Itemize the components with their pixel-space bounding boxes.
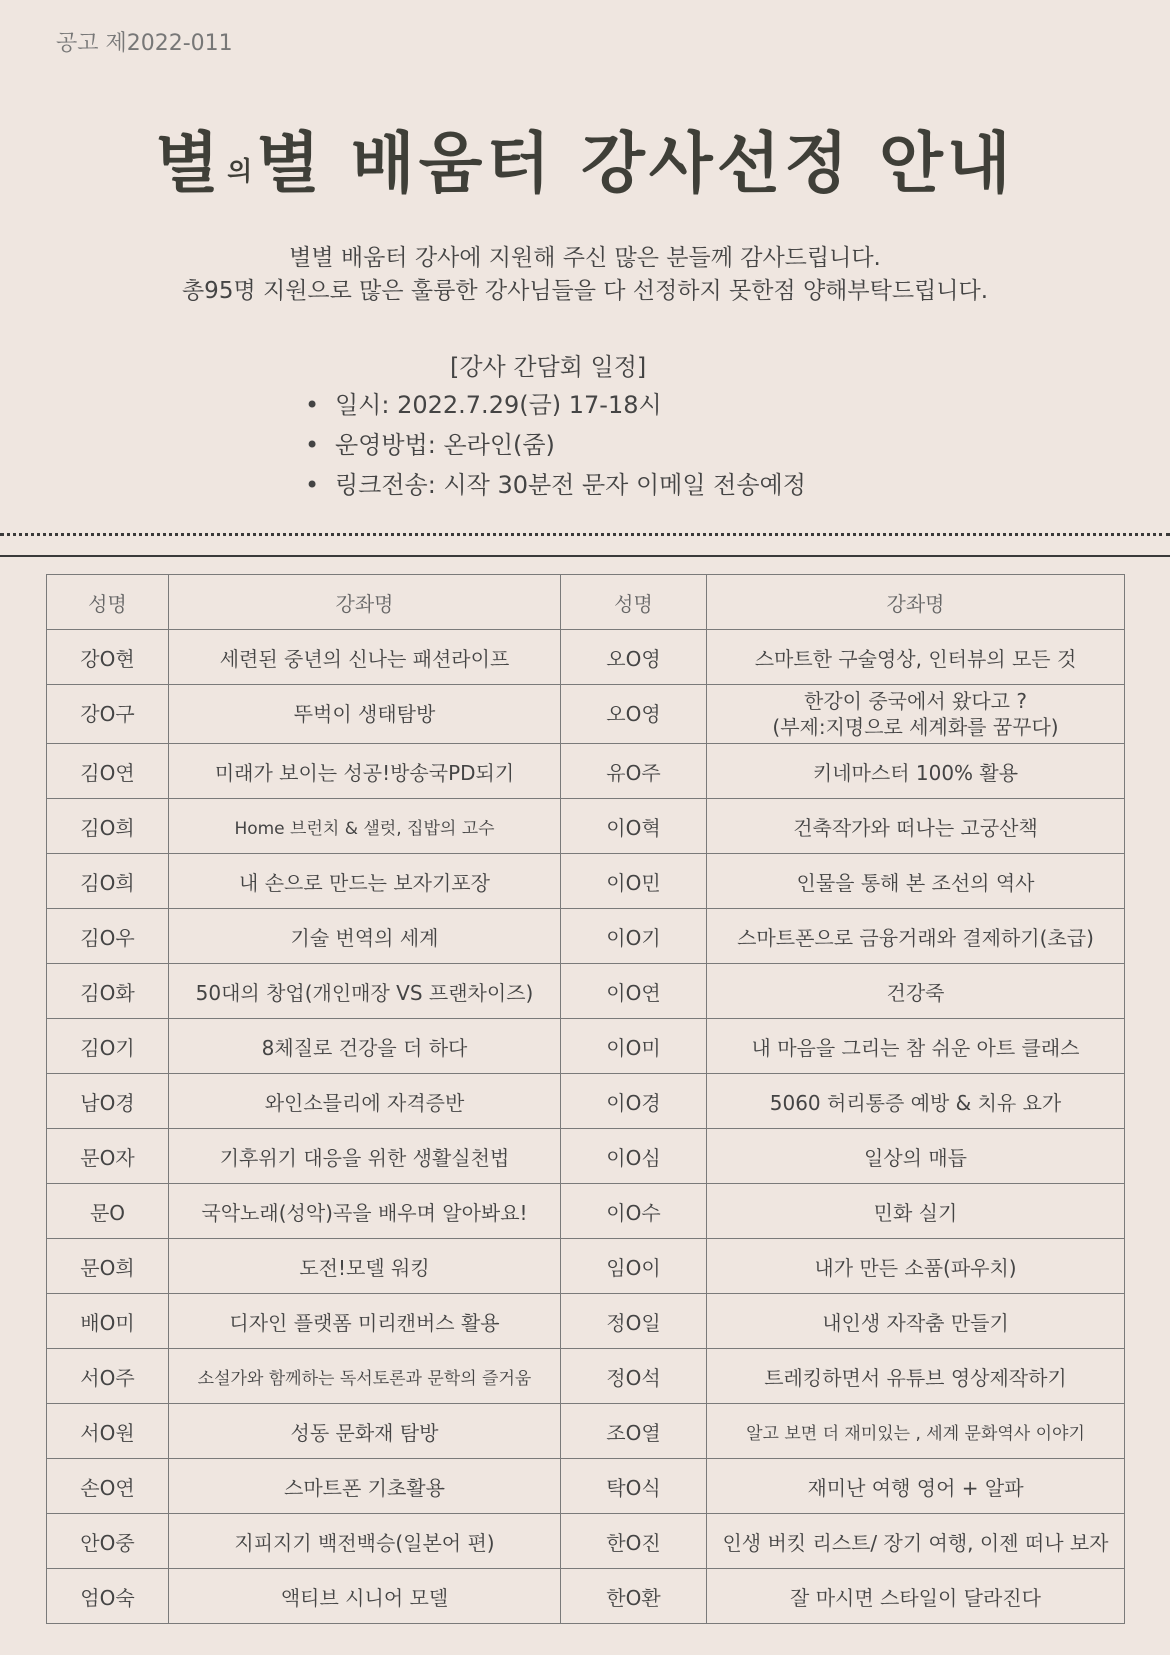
table-row xyxy=(47,799,1125,854)
lecture-title: 기술 번역의 세계 xyxy=(169,909,561,964)
instructor-name: 오O영 xyxy=(561,685,707,744)
lecture-title: Home 브런치 & 샐럿, 집밥의 고수 xyxy=(169,799,561,854)
meeting-item xyxy=(305,465,806,505)
instructor-name: 이O혁 xyxy=(561,799,707,854)
lecture-title-line: 한강이 중국에서 왔다고 ? xyxy=(804,689,1027,713)
instructor-name: 안O중 xyxy=(47,1514,169,1569)
instructor-name: 강O현 xyxy=(47,630,169,685)
solid-divider xyxy=(0,555,1170,557)
lecture-title: 도전!모델 워킹 xyxy=(169,1239,561,1294)
lecture-title: 기후위기 대응을 위한 생활실천법 xyxy=(169,1129,561,1184)
meeting-item xyxy=(305,425,806,465)
instructor-name: 이O민 xyxy=(561,854,707,909)
instructor-name: 이O연 xyxy=(561,964,707,1019)
table-row xyxy=(47,1129,1125,1184)
instructor-name: 서O주 xyxy=(47,1349,169,1404)
table-row xyxy=(47,964,1125,1019)
table-row xyxy=(47,1294,1125,1349)
instructor-name: 정O일 xyxy=(561,1294,707,1349)
lecture-title: 뚜벅이 생태탐방 xyxy=(169,685,561,744)
meeting-item xyxy=(305,385,806,425)
title-small: 의 xyxy=(227,156,253,187)
lecture-title: 내가 만든 소품(파우치) xyxy=(707,1239,1125,1294)
lecture-title: 국악노래(성악)곡을 배우며 알아봐요! xyxy=(169,1184,561,1239)
instructor-name: 김O기 xyxy=(47,1019,169,1074)
instructor-name: 김O연 xyxy=(47,744,169,799)
instructor-name: 김O희 xyxy=(47,799,169,854)
lecture-title: 트레킹하면서 유튜브 영상제작하기 xyxy=(707,1349,1125,1404)
table-row xyxy=(47,1569,1125,1624)
bullet-icon: • xyxy=(305,471,320,499)
meeting-heading: [강사 간담회 일정] xyxy=(450,353,647,381)
table-row xyxy=(47,1019,1125,1074)
lecture-title: 지피지기 백전백승(일본어 편) xyxy=(169,1514,561,1569)
instructor-name: 김O희 xyxy=(47,854,169,909)
instructor-name: 정O석 xyxy=(561,1349,707,1404)
table-row xyxy=(47,685,1125,744)
lecture-title: 재미난 여행 영어 + 알파 xyxy=(707,1459,1125,1514)
lecture-title: 건강죽 xyxy=(707,964,1125,1019)
lecture-title: 5060 허리통증 예방 & 치유 요가 xyxy=(707,1074,1125,1129)
table-header-row xyxy=(47,575,1125,630)
title-part2: 별 배움터 강사선정 안내 xyxy=(256,124,1015,202)
bullet-icon: • xyxy=(305,391,320,419)
lecture-subtitle-line: (부제:지명으로 세계화를 꿈꾸다) xyxy=(772,715,1059,739)
lecture-title: 스마트한 구술영상, 인터뷰의 모든 것 xyxy=(707,630,1125,685)
lecture-title: 내 마음을 그리는 참 쉬운 아트 클래스 xyxy=(707,1019,1125,1074)
table-row xyxy=(47,1404,1125,1459)
lecture-title: 내 손으로 만드는 보자기포장 xyxy=(169,854,561,909)
instructor-name: 강O구 xyxy=(47,685,169,744)
header-name: 성명 xyxy=(47,575,169,630)
instructor-name: 배O미 xyxy=(47,1294,169,1349)
instructor-name: 오O영 xyxy=(561,630,707,685)
header-name: 성명 xyxy=(561,575,707,630)
lecture-title: 잘 마시면 스타일이 달라진다 xyxy=(707,1569,1125,1624)
bullet-icon: • xyxy=(305,431,320,459)
table-row xyxy=(47,1459,1125,1514)
instructor-name: 서O원 xyxy=(47,1404,169,1459)
lecture-title: 알고 보면 더 재미있는 , 세계 문화역사 이야기 xyxy=(707,1404,1125,1459)
table-row xyxy=(47,1184,1125,1239)
lecture-title: 민화 실기 xyxy=(707,1184,1125,1239)
lecture-title: 세련된 중년의 신나는 패션라이프 xyxy=(169,630,561,685)
instructor-name: 임O이 xyxy=(561,1239,707,1294)
instructor-name: 김O화 xyxy=(47,964,169,1019)
lecture-title: 액티브 시니어 모델 xyxy=(169,1569,561,1624)
intro-text xyxy=(0,242,1170,308)
instructor-name: 한O진 xyxy=(561,1514,707,1569)
table-row xyxy=(47,1514,1125,1569)
lecture-title xyxy=(707,685,1125,744)
lecture-title: 인생 버킷 리스트/ 장기 여행, 이젠 떠나 보자 xyxy=(707,1514,1125,1569)
lecture-title: 소설가와 함께하는 독서토론과 문학의 즐거움 xyxy=(169,1349,561,1404)
table-row xyxy=(47,630,1125,685)
dotted-divider xyxy=(0,533,1170,536)
lecture-title: 미래가 보이는 성공!방송국PD되기 xyxy=(169,744,561,799)
lecture-title: 내인생 자작춤 만들기 xyxy=(707,1294,1125,1349)
lecture-title: 스마트폰 기초활용 xyxy=(169,1459,561,1514)
table-row xyxy=(47,1349,1125,1404)
intro-line: 총95명 지원으로 많은 훌륭한 강사님들을 다 선정하지 못한점 양해부탁드립니다. xyxy=(181,278,989,304)
instructor-name: 이O심 xyxy=(561,1129,707,1184)
lecture-title: 키네마스터 100% 활용 xyxy=(707,744,1125,799)
table-row xyxy=(47,854,1125,909)
lecture-title: 디자인 플랫폼 미리캔버스 활용 xyxy=(169,1294,561,1349)
instructor-name: 남O경 xyxy=(47,1074,169,1129)
lecture-title: 50대의 창업(개인매장 VS 프랜차이즈) xyxy=(169,964,561,1019)
instructor-name: 이O미 xyxy=(561,1019,707,1074)
instructor-name: 문O희 xyxy=(47,1239,169,1294)
instructor-name: 유O주 xyxy=(561,744,707,799)
intro-line: 별별 배움터 강사에 지원해 주신 많은 분들께 감사드립니다. xyxy=(289,245,881,271)
page-title xyxy=(0,110,1170,205)
instructor-name: 문O자 xyxy=(47,1129,169,1184)
table-row xyxy=(47,744,1125,799)
table-row xyxy=(47,909,1125,964)
instructor-name: 이O기 xyxy=(561,909,707,964)
title-part1: 별 xyxy=(155,124,224,202)
instructor-name: 김O우 xyxy=(47,909,169,964)
meeting-list xyxy=(305,385,806,505)
instructor-name: 이O경 xyxy=(561,1074,707,1129)
lecture-title: 8체질로 건강을 더 하다 xyxy=(169,1019,561,1074)
meeting-item-text: 링크전송: 시작 30분전 문자 이메일 전송예정 xyxy=(335,471,806,499)
instructor-name: 조O열 xyxy=(561,1404,707,1459)
lecture-title: 와인소믈리에 자격증반 xyxy=(169,1074,561,1129)
instructor-name: 한O환 xyxy=(561,1569,707,1624)
notice-number: 공고 제2022-011 xyxy=(56,31,233,56)
instructor-name: 엄O숙 xyxy=(47,1569,169,1624)
instructor-name: 문O xyxy=(47,1184,169,1239)
lecture-title: 인물을 통해 본 조선의 역사 xyxy=(707,854,1125,909)
meeting-item-text: 일시: 2022.7.29(금) 17-18시 xyxy=(335,391,662,419)
instructor-name: 이O수 xyxy=(561,1184,707,1239)
lecture-title: 스마트폰으로 금융거래와 결제하기(초급) xyxy=(707,909,1125,964)
header-lecture: 강좌명 xyxy=(707,575,1125,630)
table-row xyxy=(47,1239,1125,1294)
meeting-item-text: 운영방법: 온라인(줌) xyxy=(335,431,555,459)
table-row xyxy=(47,1074,1125,1129)
instructor-name: 탁O식 xyxy=(561,1459,707,1514)
lecture-title: 성동 문화재 탐방 xyxy=(169,1404,561,1459)
instructor-name: 손O연 xyxy=(47,1459,169,1514)
instructor-table xyxy=(46,574,1125,1624)
header-lecture: 강좌명 xyxy=(169,575,561,630)
lecture-title: 일상의 매듭 xyxy=(707,1129,1125,1184)
lecture-title: 건축작가와 떠나는 고궁산책 xyxy=(707,799,1125,854)
